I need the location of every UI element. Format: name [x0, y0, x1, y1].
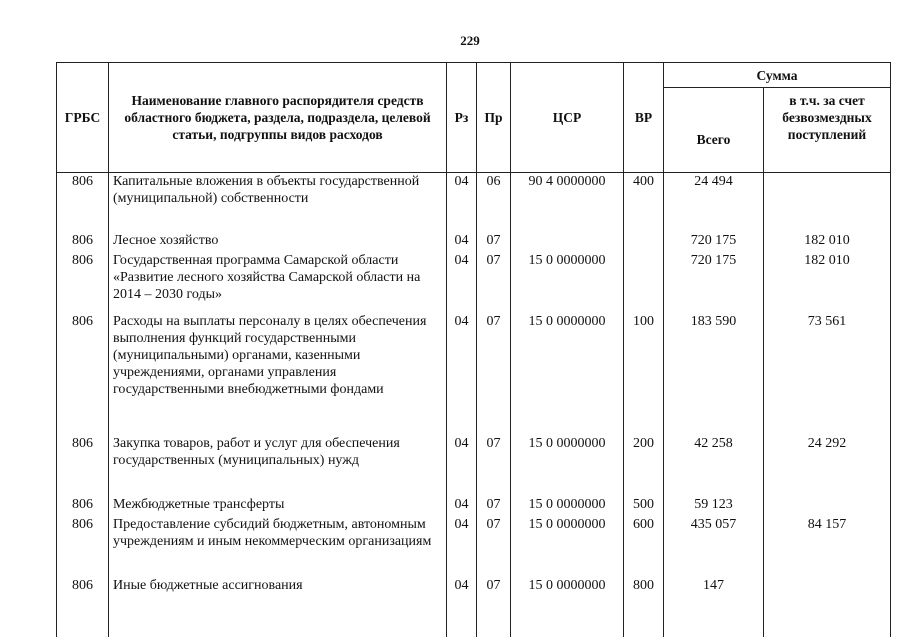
cell-pr: 07	[477, 577, 511, 637]
cell-rz: 04	[447, 232, 477, 252]
cell-pr: 07	[477, 496, 511, 516]
cell-rz: 04	[447, 313, 477, 435]
cell-total: 720 175	[664, 252, 764, 313]
table-row	[57, 173, 891, 232]
cell-name: Межбюджетные трансферты	[109, 496, 447, 516]
cell-vr: 400	[624, 173, 664, 232]
cell-rz: 04	[447, 173, 477, 232]
cell-rz: 04	[447, 577, 477, 637]
page-number: 229	[460, 33, 480, 48]
cell-rz: 04	[447, 516, 477, 577]
cell-total: 147	[664, 577, 764, 637]
header-free: в т.ч. за счет безвозмездных поступлений	[764, 88, 891, 173]
table-row	[57, 516, 891, 577]
cell-free	[764, 173, 891, 232]
cell-vr	[624, 232, 664, 252]
cell-grbs: 806	[57, 313, 109, 435]
cell-name: Предоставление субсидий бюджетным, автономным учреждениям и иным некоммерческим организациям	[109, 516, 447, 577]
cell-vr: 600	[624, 516, 664, 577]
cell-total: 720 175	[664, 232, 764, 252]
cell-name: Иные бюджетные ассигнования	[109, 577, 447, 637]
table-row	[57, 435, 891, 496]
cell-csr: 90 4 0000000	[511, 173, 624, 232]
header-name: Наименование главного распорядителя средств областного бюджета, раздела, подраздела, целевой статьи, подгруппы видов расходов	[109, 63, 447, 173]
cell-pr: 07	[477, 516, 511, 577]
cell-vr: 100	[624, 313, 664, 435]
table-row	[57, 313, 891, 435]
cell-pr: 06	[477, 173, 511, 232]
cell-free: 84 157	[764, 516, 891, 577]
cell-name: Государственная программа Самарской области «Развитие лесного хозяйства Самарской области на 2014 – 2030 годы»	[109, 252, 447, 313]
header-vr: ВР	[624, 63, 664, 173]
cell-total: 435 057	[664, 516, 764, 577]
header-grbs: ГРБС	[57, 63, 109, 173]
cell-name: Капитальные вложения в объекты государственной (муниципальной) собственности	[109, 173, 447, 232]
cell-name: Лесное хозяйство	[109, 232, 447, 252]
cell-vr	[624, 252, 664, 313]
cell-csr: 15 0 0000000	[511, 516, 624, 577]
cell-csr: 15 0 0000000	[511, 577, 624, 637]
cell-total: 24 494	[664, 173, 764, 232]
cell-grbs: 806	[57, 577, 109, 637]
cell-vr: 200	[624, 435, 664, 496]
cell-csr: 15 0 0000000	[511, 435, 624, 496]
cell-rz: 04	[447, 496, 477, 516]
cell-csr: 15 0 0000000	[511, 496, 624, 516]
cell-name: Расходы на выплаты персоналу в целях обеспечения выполнения функций государственными (муниципальными) органами, казенными учреждениями, органами управления государственными внебюджетными фондами	[109, 313, 447, 435]
cell-total: 42 258	[664, 435, 764, 496]
cell-csr	[511, 232, 624, 252]
cell-grbs: 806	[57, 496, 109, 516]
cell-vr: 800	[624, 577, 664, 637]
cell-grbs: 806	[57, 435, 109, 496]
header-csr: ЦСР	[511, 63, 624, 173]
cell-total: 183 590	[664, 313, 764, 435]
cell-grbs: 806	[57, 516, 109, 577]
cell-free	[764, 577, 891, 637]
table-row	[57, 577, 891, 637]
cell-rz: 04	[447, 435, 477, 496]
cell-free: 182 010	[764, 252, 891, 313]
cell-free: 182 010	[764, 232, 891, 252]
table-row	[57, 232, 891, 252]
table-row	[57, 496, 891, 516]
cell-grbs: 806	[57, 252, 109, 313]
cell-free	[764, 496, 891, 516]
cell-free: 24 292	[764, 435, 891, 496]
cell-name: Закупка товаров, работ и услуг для обеспечения государственных (муниципальных) нужд	[109, 435, 447, 496]
budget-table	[56, 62, 891, 637]
cell-total: 59 123	[664, 496, 764, 516]
header-pr: Пр	[477, 63, 511, 173]
cell-pr: 07	[477, 435, 511, 496]
cell-pr: 07	[477, 252, 511, 313]
cell-pr: 07	[477, 313, 511, 435]
cell-csr: 15 0 0000000	[511, 313, 624, 435]
cell-grbs: 806	[57, 232, 109, 252]
cell-free: 73 561	[764, 313, 891, 435]
cell-rz: 04	[447, 252, 477, 313]
header-sum: Сумма	[664, 63, 891, 88]
cell-grbs: 806	[57, 173, 109, 232]
header-total: Всего	[664, 88, 764, 173]
header-rz: Рз	[447, 63, 477, 173]
cell-vr: 500	[624, 496, 664, 516]
cell-csr: 15 0 0000000	[511, 252, 624, 313]
cell-pr: 07	[477, 232, 511, 252]
table-row	[57, 252, 891, 313]
